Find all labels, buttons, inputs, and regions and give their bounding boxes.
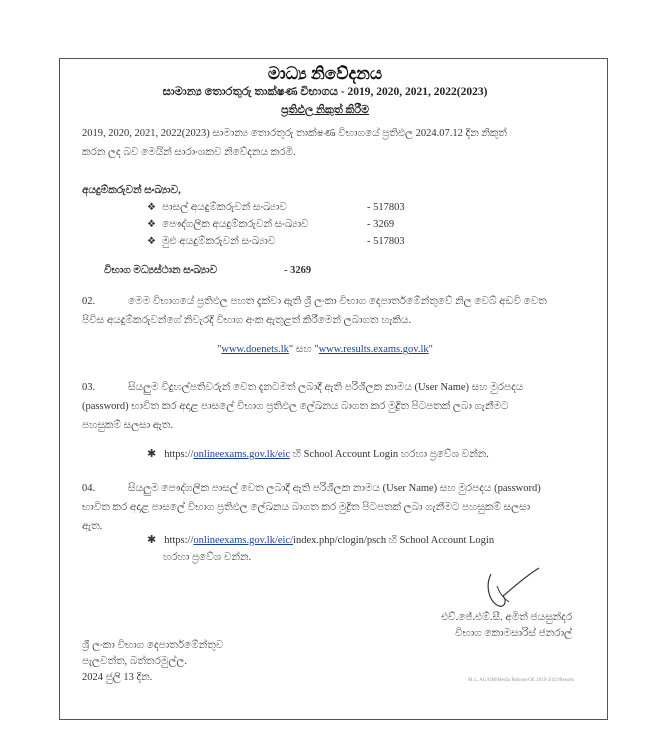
section-04-line-2: භාවිත කර අදාළ පාසලේ විභාග ප්‍රතිඵල ලේඛනය බාගත කර මුද්‍රිත පිටපතක් ලබා ගැනීමට පහසුකම් සලසා bbox=[82, 502, 531, 513]
stat-label: මුළු අයදුම්කරුවන් සංඛ්‍යාව bbox=[161, 236, 276, 247]
department-address: පැලවත්ත, බත්තරමුල්ල. bbox=[82, 656, 187, 667]
section-02-links: "www.doenets.lk" සහ "www.results.exams.gov.lk" bbox=[217, 344, 433, 355]
diamond-bullet-icon: ❖ bbox=[147, 219, 156, 230]
stat-value: - 517803 bbox=[367, 236, 405, 247]
department-name: ශ්‍රී ලංකා විභාග දෙපාර්තමේන්තුව bbox=[82, 640, 224, 651]
results-link[interactable]: www.results.exams.gov.lk bbox=[318, 344, 429, 355]
section-02-line-2: පිවිස අයදුම්කරුවන්ගේ නිවැරදි විභාග අංක ඇතුළත් කිරීමෙන් ලබාගත හැකිය. bbox=[82, 315, 412, 326]
signature-mark bbox=[483, 566, 543, 611]
stat-label: පෞද්ගලික අයදුම්කරුවන් සංඛ්‍යාව bbox=[161, 219, 309, 230]
section-03-bullet bbox=[147, 447, 489, 461]
section-02-line-1: මෙම විභාගයේ ප්‍රතිඵල පහත දැක්වා ඇති ශ්‍රී ලංකා විභාග දෙපාර්තමේන්තුවේ නිල වෙබ් අඩවි වෙත bbox=[128, 296, 547, 307]
section-03-line-2: (password) භාවිත කර අදාළ පාසලේ විභාග ප්‍රතිඵල ලේඛනය බාගත කර මුද්‍රිත පිටපතක් ලබා ගැනීමට bbox=[82, 401, 509, 412]
signatory-name: එච්.ජේ.එම්.සී. අමිත් ජයසුන්දර bbox=[441, 612, 573, 623]
centers-value: - 3269 bbox=[284, 265, 312, 276]
stat-label: පාසල් අයදුම්කරුවන් සංඛ්‍යාව bbox=[161, 202, 287, 213]
page-title: මාධ්‍ය නිවේදනය bbox=[267, 64, 383, 83]
stat-value: - 3269 bbox=[367, 219, 395, 230]
section-04-bullet bbox=[147, 533, 494, 547]
stat-row-school bbox=[147, 202, 287, 214]
url-prefix: https:// bbox=[164, 535, 194, 546]
centers-label: විභාග මධ්‍යස්ථාන සංඛ්‍යාව bbox=[104, 265, 218, 276]
stat-row-private bbox=[147, 219, 309, 231]
page-subtitle: සාමාන්‍ය තොරතුරු තාක්ෂණ විභාගය - 2019, 2020, 2021, 2022(2023) bbox=[162, 86, 488, 98]
section-03-line-3: පහසුකම් සලසා ඇත. bbox=[82, 420, 174, 431]
issue-date: 2024 ජුලි 13 දින. bbox=[82, 672, 153, 683]
links-and-text: සහ bbox=[295, 344, 312, 355]
section-04-number: 04. bbox=[82, 483, 96, 494]
intro-line-2: කරන ලද බව මෙයින් සාරාංශකව නිවේදනය කරමි. bbox=[82, 147, 296, 158]
stats-heading: අයදුම්කරුවන් සංඛ්‍යාව, bbox=[82, 185, 181, 196]
stat-value: - 517803 bbox=[367, 202, 405, 213]
intro-line-1: 2019, 2020, 2021, 2022(2023) සාමාන්‍ය තොරතුරු තාක්ෂණ විභාගයේ ප්‍රතිඵල 2024.07.12 දින නිකුත් bbox=[82, 128, 507, 139]
bullet-icon: ✱ bbox=[147, 534, 157, 546]
diamond-bullet-icon: ❖ bbox=[147, 236, 156, 247]
bullet-suffix: හි School Account Login හරහා ප්‍රවේශ වන්න. bbox=[292, 449, 489, 460]
page-subtitle-results: ප්‍රතිඵල නිකුත් කිරීම bbox=[281, 104, 369, 116]
section-04-bullet-line-2: හරහා ප්‍රවේශ වන්න. bbox=[163, 552, 252, 563]
section-03-line-1: සියලුම විදුහල්පතිවරුන් වෙත දැනටමත් ලබාදී ඇති පරිශීලක නාමය (User Name) සහ මුරපදය bbox=[128, 382, 524, 393]
section-04-line-1: සියලුම පෞද්ගලික පාසල් වෙත ලබාදී ඇති පරිශීලක නාමය (User Name) සහ මුරපදය (password) bbox=[128, 483, 541, 494]
section-04-line-3: ඇත. bbox=[82, 521, 103, 532]
bullet-icon: ✱ bbox=[147, 448, 157, 460]
doenets-link[interactable]: www.doenets.lk bbox=[221, 344, 289, 355]
section-03-number: 03. bbox=[82, 382, 96, 393]
bullet-suffix: index.php/clogin/psch හි School Account Login bbox=[293, 535, 495, 546]
reference-number: M.C. AG/OM/Media Release/OE 2019-2022/Results bbox=[468, 678, 574, 683]
signatory-designation: විභාග කොමසාරිස් ජනරාල් bbox=[455, 628, 573, 639]
diamond-bullet-icon: ❖ bbox=[147, 202, 156, 213]
section-02-number: 02. bbox=[82, 296, 96, 307]
stat-row-total bbox=[147, 236, 275, 248]
url-prefix: https:// bbox=[164, 449, 194, 460]
onlineexams-eic-link[interactable]: onlineexams.gov.lk/eic bbox=[193, 449, 291, 460]
onlineexams-psch-link[interactable]: onlineexams.gov.lk/eic/ bbox=[193, 535, 294, 546]
